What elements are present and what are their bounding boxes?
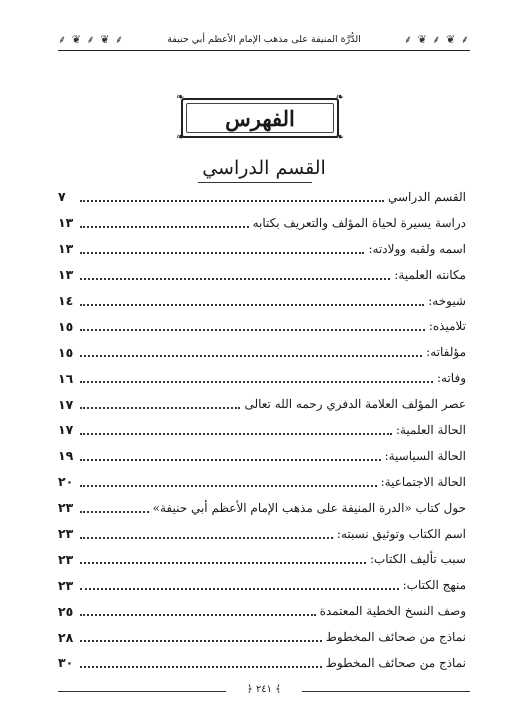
frame-corner-ornament: ❧ <box>176 92 185 103</box>
toc-entry[interactable] <box>58 210 466 236</box>
dot-leader <box>80 511 149 513</box>
toc-entry-title: وصف النسخ الخطية المعتمدة <box>319 604 466 619</box>
toc-page-number: ١٧ <box>58 422 74 438</box>
toc-entry[interactable] <box>58 546 466 572</box>
toc-page-number: ١٤ <box>58 293 74 308</box>
toc-entry[interactable] <box>58 469 466 495</box>
dot-leader <box>80 252 364 254</box>
toc-page-number: ١٣ <box>58 267 74 283</box>
dot-leader <box>80 407 240 409</box>
toc-page-number: ٢٣ <box>58 577 74 593</box>
frame-corner-ornament: ❧ <box>176 132 185 143</box>
toc-page-number: ٢٣ <box>58 500 74 516</box>
frame-corner-ornament: ❧ <box>335 132 344 143</box>
toc-entry[interactable] <box>58 624 466 650</box>
toc-entry[interactable] <box>58 184 466 210</box>
dot-leader <box>80 355 422 357</box>
header-ornament-left: ⸙ ❦ ⸙ ❦ ⸙ <box>58 32 125 46</box>
toc-entry[interactable] <box>58 598 466 624</box>
toc-page-number: ١٣ <box>58 215 74 231</box>
toc-entry[interactable] <box>58 236 466 262</box>
toc-entry[interactable] <box>58 391 466 417</box>
dot-leader <box>80 485 377 487</box>
toc-entry[interactable] <box>58 650 466 676</box>
dot-leader <box>80 304 424 306</box>
toc-page-number: ١٥ <box>58 318 74 334</box>
dot-leader <box>80 278 390 280</box>
toc-entry-title: الحالة العلمية: <box>395 422 466 437</box>
toc-entry-title: القسم الدراسي <box>387 189 466 204</box>
toc-entry-title: الحالة الاجتماعية: <box>380 474 466 489</box>
section-underline <box>198 182 312 183</box>
toc-entry-title: تلاميذه: <box>428 319 466 334</box>
toc-entry[interactable] <box>58 339 466 365</box>
toc-page-number: ٢٥ <box>58 603 74 619</box>
header-rule <box>58 50 470 51</box>
toc-page-number: ١٧ <box>58 396 74 412</box>
dot-leader <box>80 666 322 668</box>
toc-entry[interactable] <box>58 417 466 443</box>
toc-entry-title: نماذج من صحائف المخطوط <box>325 630 466 645</box>
toc-entry[interactable] <box>58 365 466 391</box>
toc-entry-title: شيوخه: <box>428 293 466 308</box>
dot-leader <box>80 329 425 331</box>
dot-leader <box>80 588 399 590</box>
toc-page-number: ٢٣ <box>58 526 74 542</box>
dot-leader <box>80 459 381 461</box>
toc-entry[interactable] <box>58 495 466 521</box>
dot-leader <box>80 640 322 642</box>
toc-page-number: ٢٠ <box>58 474 74 490</box>
toc-entry-title: الحالة السياسية: <box>384 448 466 463</box>
toc-entry-title: حول كتاب «الدرة المنيفة على مذهب الإمام الأعظم أبي حنيفة» <box>152 500 466 515</box>
header-title: الدُّرَّة المنيفة على مذهب الإمام الأعظم أبي حنيفة <box>167 33 361 45</box>
toc-page-number: ١٦ <box>58 370 74 386</box>
toc-entry-title: اسمه ولقبه وولادته: <box>368 241 466 256</box>
page-footer <box>58 684 470 696</box>
toc-page-number: ٢٨ <box>58 629 74 645</box>
dot-leader <box>80 562 366 564</box>
dot-leader <box>80 614 316 616</box>
toc-entry-title: مكانته العلمية: <box>394 267 466 282</box>
page-number: ﴿ ٢٤١ ﴾ <box>246 684 282 695</box>
toc-entry[interactable] <box>58 572 466 598</box>
toc-page-number: ٣٠ <box>58 655 74 671</box>
page-title: الفهرس <box>225 105 295 131</box>
toc-page-number: ٢٣ <box>58 551 74 567</box>
toc-page-number: ٧ <box>58 189 66 205</box>
toc-entry[interactable] <box>58 262 466 288</box>
toc-entry-title: وفاته: <box>436 371 466 386</box>
dot-leader <box>80 381 433 383</box>
dot-leader <box>80 200 384 202</box>
toc-entry-title: نماذج من صحائف المخطوط <box>325 655 466 670</box>
toc-page-number: ١٩ <box>58 448 74 464</box>
table-of-contents <box>58 184 466 676</box>
toc-entry-title: عصر المؤلف العلامة الدفري رحمه الله تعالى <box>244 397 466 412</box>
toc-entry-title: منهج الكتاب: <box>402 578 466 593</box>
toc-entry[interactable] <box>58 521 466 547</box>
section-title: القسم الدراسي <box>202 157 326 179</box>
toc-entry[interactable] <box>58 313 466 339</box>
toc-entry-title: سبب تأليف الكتاب: <box>369 552 466 567</box>
toc-entry-title: اسم الكتاب وتوثيق نسبته: <box>336 526 466 541</box>
toc-entry-title: دراسة يسيرة لحياة المؤلف والتعريف بكتابه <box>252 215 466 230</box>
toc-page-number: ١٥ <box>58 344 74 360</box>
footer-rule-right <box>302 691 470 692</box>
toc-entry-title: مؤلفاته: <box>426 345 466 360</box>
frame-corner-ornament: ❧ <box>335 92 344 103</box>
title-frame <box>176 92 344 143</box>
dot-leader <box>80 226 249 228</box>
toc-page-number: ١٣ <box>58 241 74 257</box>
running-header <box>58 30 470 48</box>
header-ornament-right: ⸙ ❦ ⸙ ❦ ⸙ <box>403 32 470 46</box>
toc-entry[interactable] <box>58 288 466 314</box>
dot-leader <box>80 537 333 539</box>
dot-leader <box>80 433 392 435</box>
toc-entry[interactable] <box>58 443 466 469</box>
